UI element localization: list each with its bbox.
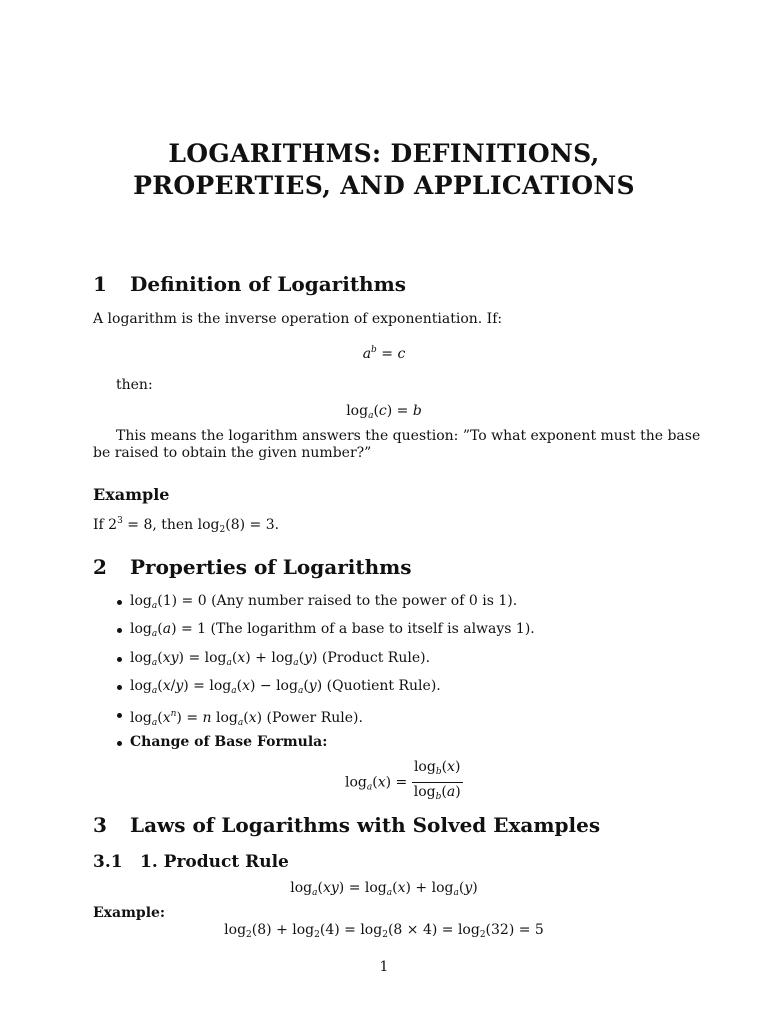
section-1-meaning-line-2: be raised to obtain the given number?” bbox=[93, 445, 372, 461]
section-1-heading bbox=[93, 272, 406, 296]
bullet-marker bbox=[117, 600, 122, 605]
bullet-marker bbox=[117, 741, 122, 746]
example-text: If $2^3 = 8$, then $\log_2(8) = 3$. bbox=[93, 516, 280, 535]
section-1-title: Definition of Logarithms bbox=[130, 272, 407, 296]
document-title-line-2: PROPERTIES, AND APPLICATIONS bbox=[133, 171, 635, 200]
section-3-number: 3 bbox=[93, 813, 107, 837]
section-2-number: 2 bbox=[93, 555, 107, 579]
section-1-number: 1 bbox=[93, 272, 107, 296]
equation-log-definition: $\log_a(c) = b$ bbox=[346, 403, 422, 421]
equation-exponential: $a^b = c$ bbox=[362, 345, 406, 362]
property-identity: $\log_a(a) = 1$ (The logarithm of a base to itself is always 1). bbox=[130, 621, 535, 639]
product-rule-example-label: Example: bbox=[93, 905, 166, 921]
section-1-then: then: bbox=[116, 377, 153, 393]
property-product-rule: $\log_a(xy) = \log_a(x) + \log_a(y)$ (Product Rule). bbox=[130, 650, 431, 668]
section-2-heading bbox=[93, 555, 412, 579]
property-quotient-rule: $\log_a(x/y) = \log_a(x) - \log_a(y)$ (Quotient Rule). bbox=[130, 678, 441, 696]
section-2-title: Properties of Logarithms bbox=[130, 555, 412, 579]
bullet-marker bbox=[117, 685, 122, 690]
section-3-heading bbox=[93, 813, 600, 837]
section-3-title: Laws of Logarithms with Solved Examples bbox=[130, 813, 601, 837]
equation-product-rule: $\log_a(xy) = \log_a(x) + \log_a(y)$ bbox=[290, 880, 478, 898]
bullet-marker bbox=[117, 657, 122, 662]
subsection-3-1-heading bbox=[93, 852, 289, 872]
section-1-intro: A logarithm is the inverse operation of exponentiation. If: bbox=[93, 311, 503, 327]
equation-product-rule-example: $\log_2(8) + \log_2(4) = \log_2(8 \times 4) = \log_2(32) = 5$ bbox=[224, 922, 544, 940]
subsection-3-1-title: 1. Product Rule bbox=[140, 852, 289, 872]
example-heading: Example bbox=[93, 485, 170, 504]
document-title-line-1: LOGARITHMS: DEFINITIONS, bbox=[168, 139, 600, 168]
property-zero: $\log_a(1) = 0$ (Any number raised to the power of 0 is 1). bbox=[130, 593, 518, 611]
bullet-marker bbox=[117, 713, 122, 718]
section-1-meaning-line-1: This means the logarithm answers the question: ”To what exponent must the base bbox=[116, 428, 701, 444]
equation-change-of-base: $\log_a(x)$ = $\frac{\log_b(x)}{\log_b(a)}$ bbox=[345, 759, 461, 802]
change-of-base-label: Change of Base Formula: bbox=[130, 734, 328, 750]
property-power-rule: $\log_a(x^n) = n$ $\log_a(x)$ (Power Rule). bbox=[130, 709, 363, 728]
page-number: 1 bbox=[379, 959, 389, 975]
bullet-marker bbox=[117, 628, 122, 633]
subsection-3-1-number: 3.1 bbox=[93, 852, 123, 872]
